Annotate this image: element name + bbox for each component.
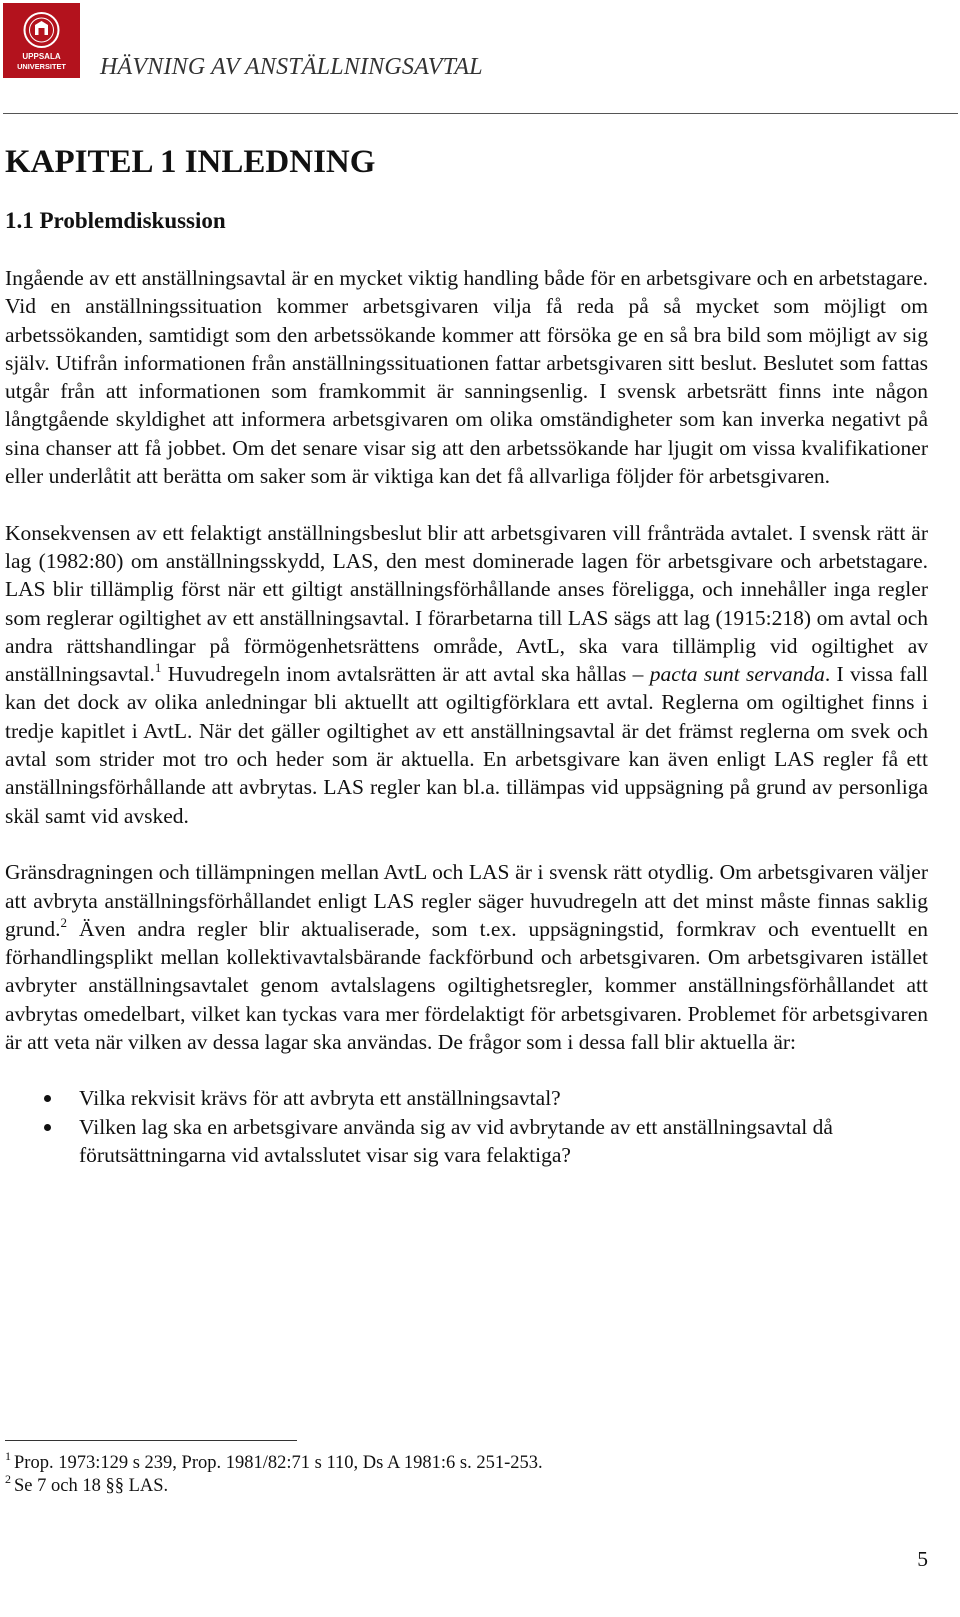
header-divider <box>3 113 958 114</box>
paragraph-2-part-b: Huvudregeln inom avtalsrätten är att avtal ska hållas – <box>161 662 650 687</box>
footnote-number: 1 <box>5 1449 11 1463</box>
section-title: 1.1 Problemdiskussion <box>5 208 226 233</box>
footnote-ref-2[interactable]: 2 <box>60 914 68 930</box>
question-2: Vilken lag ska en arbetsgivare använda sig av vid avbrytande av ett anställningsavtal då förutsättningarna vid avtalsslutet visar sig vara felaktiga? <box>79 1114 833 1167</box>
footnote-divider <box>5 1440 297 1441</box>
footnote-ref-1[interactable]: 1 <box>154 660 162 676</box>
paragraph-2-part-c: . I vissa fall kan det dock av olika anledningar bli aktuellt att ogiltigförklara ett avtal. Reglerna om ogiltighet finns i tredje kapitlet i AvtL. När det gäller ogiltighet av ett anställningsavtal är det främst reglerna om svek och avtal som strider mot tro och heder som är aktuella. En arbetsgivare kan även enligt LAS regler få ett anställningsförhållande att avbrytas. LAS regler kan bl.a. tillämpas vid uppsägning på grund av personliga skäl samt vid avsked. <box>5 662 928 828</box>
question-list <box>5 1084 928 1169</box>
university-logo <box>3 3 80 78</box>
footnote-2 <box>5 1472 905 1498</box>
footnote-number: 2 <box>5 1472 11 1486</box>
chapter-title: KAPITEL 1 INLEDNING <box>5 144 376 180</box>
paragraph-2-part-a: Konsekvensen av ett felaktigt anställningsbeslut blir att arbetsgivaren vill frånträda avtalet. I svensk rätt är lag (1982:80) om anställningsskydd, LAS, den mest dominerade lagen för arbetsgivare och arbetstagare. LAS blir tillämplig först när ett giltigt anställningsförhållande anses föreligga, och innehåller inga regler som reglerar ogiltighet av ett anställningsavtal. I förarbetarna till LAS sägs att lag (1915:218) om avtal och andra rättshandlingar på förmögenhetsrättens område, AvtL, ska vara tillämplig vid ogiltighet av anställningsavtal. <box>5 520 928 687</box>
body-text <box>5 264 928 1169</box>
bullet-icon <box>44 1095 51 1102</box>
paragraph-3 <box>5 858 928 1056</box>
paragraph-3-part-a: Gränsdragningen och tillämpningen mellan AvtL och LAS är i svensk rätt otydlig. Om arbetsgivaren väljer att avbryta anställningsförhållandet enligt LAS regler säger huvudregeln att det minst måste finnas saklig grund. <box>5 860 928 941</box>
footnotes <box>5 1449 905 1498</box>
paragraph-1: Ingående av ett anställningsavtal är en mycket viktig handling både för en arbetsgivare och en arbetstagare. Vid en anställningssituation kommer arbetsgivaren vilja få reda på så mycket som möjligt om arbetssökanden, samtidigt som den arbetssökande kommer att försöka ge en så bra bild som möjligt av sig själv. Utifrån informationen från anställningssituationen fattar arbetsgivaren sitt beslut. Beslutet som fattas utgår från att informationen som framkommit är sanningsenlig. I svensk arbetsrätt finns inte någon långtgående skyldighet att informera arbetsgivaren om olika omständigheter som kan inverka negativt på sina chanser att få jobbet. Om det senare visar sig att den arbetssökande har ljugit om vissa kvalifikationer eller underlåtit att berätta om saker som är viktiga kan det få allvarliga följder för arbetsgivaren. <box>5 266 928 489</box>
running-title: HÄVNING AV ANSTÄLLNINGSAVTAL <box>100 54 483 80</box>
paragraph-3-part-b: Även andra regler blir aktualiserade, som t.ex. uppsägningstid, formkrav och eventuellt en förhandlingsplikt mellan kollektivavtalsbärande fackförbund och arbetsgivaren. Om arbetsgivaren istället avbryter anställningsavtalet genom avtalslagens ogiltighetsregler, kommer anställningsförhållandet att avbrytas omedelbart, vilket kan tyckas vara mer fördelaktigt för arbetsgivaren. Problemet för arbetsgivaren är att veta när vilken av dessa lagar ska användas. De frågor som i dessa fall blir aktuella är: <box>5 916 928 1055</box>
question-1: Vilka rekvisit krävs för att avbryta ett anställningsavtal? <box>79 1086 561 1111</box>
footnote-1 <box>5 1449 905 1475</box>
paragraph-2 <box>5 519 928 830</box>
latin-phrase: pacta sunt servanda <box>649 662 825 687</box>
footnote-text: Prop. 1973:129 s 239, Prop. 1981/82:71 s 110, Ds A 1981:6 s. 251-253. <box>14 1453 543 1473</box>
page-number: 5 <box>917 1547 928 1571</box>
bullet-icon <box>44 1124 51 1131</box>
svg-text:UNIVERSITET: UNIVERSITET <box>17 62 66 71</box>
list-item <box>5 1113 928 1170</box>
svg-text:UPPSALA: UPPSALA <box>22 52 61 61</box>
footnote-text: Se 7 och 18 §§ LAS. <box>14 1476 169 1496</box>
list-item <box>5 1084 928 1112</box>
